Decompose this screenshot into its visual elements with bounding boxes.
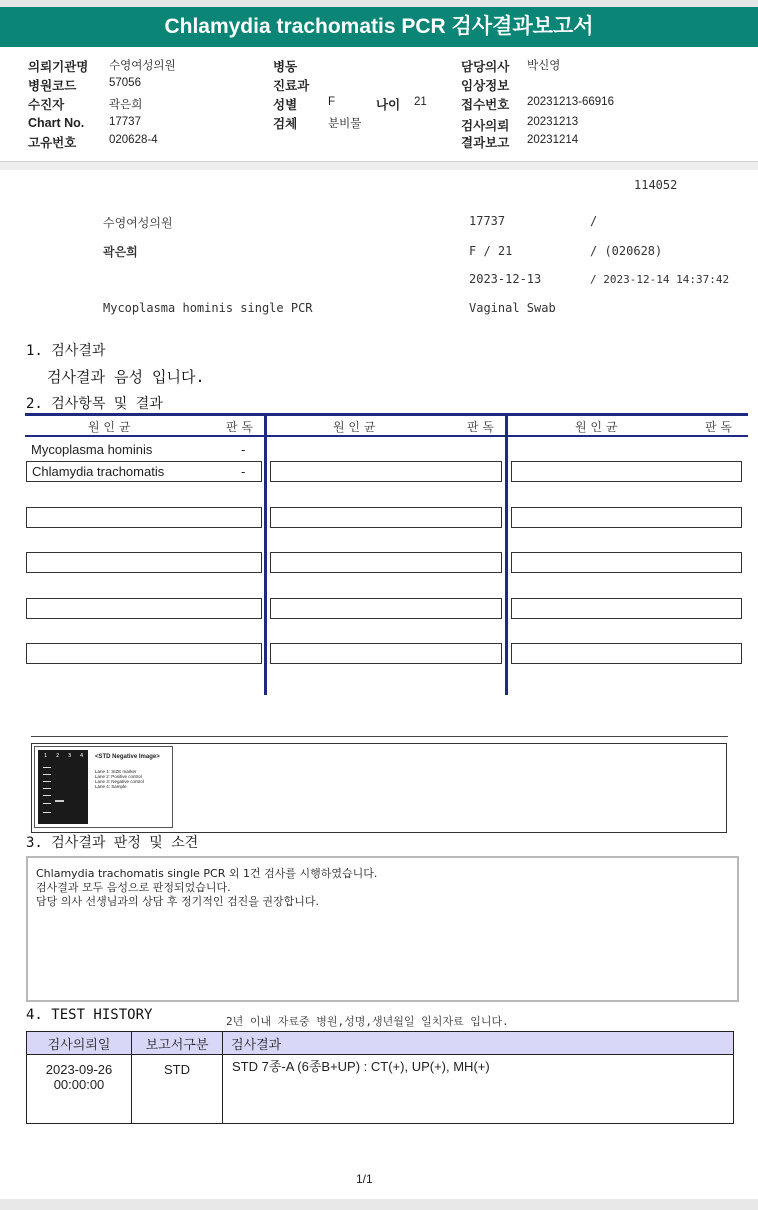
patient-value: 곽은희 [109,99,143,111]
history-type: STD [132,1055,223,1124]
info-date: 2023-12-13 [469,272,542,286]
ward-label: 병동 [273,60,298,74]
specimen-value: 분비물 [328,118,362,130]
bottom-margin [0,1199,758,1210]
col1-judgement-header: 판 독 [226,420,253,434]
info-report-time: / 2023-12-14 14:37:42 [590,273,730,286]
info-patient: 곽은희 [103,245,138,259]
gel-lane-label: 4 [80,753,84,759]
info-hospital: 수영여성의원 [103,216,173,230]
history-col-result: 검사결과 [223,1032,734,1055]
history-col-date: 검사의뢰일 [27,1032,132,1055]
gel-legend: Lane 2: Positive control [95,774,142,779]
report-value: 20231214 [527,134,579,146]
section1-text: 검사결과 음성 입니다. [47,368,205,386]
age-label: 나이 [376,98,401,112]
dept-label: 진료과 [273,79,310,93]
hospital-label: 의뢰기관명 [28,60,89,74]
table-col-divider-2 [505,416,508,695]
unique-value: 020628-4 [109,134,158,146]
pathogen-name: Mycoplasma hominis [31,442,153,457]
report-label: 결과보고 [461,136,510,150]
gel-electrophoresis [38,750,88,824]
doctor-label: 담당의사 [461,60,510,74]
section4-heading: 4. TEST HISTORY [26,1007,153,1023]
report-number: 114052 [634,178,678,192]
info-sex-age: F / 21 [469,244,513,258]
findings-line: 검사결과 모두 음성으로 판정되었습니다. [36,881,231,894]
page-number: 1/1 [356,1172,373,1186]
request-label: 검사의뢰 [461,119,510,133]
age-value: 21 [414,96,427,108]
table-top-rule [25,413,748,416]
empty-cell [270,507,502,528]
col2-pathogen-header: 원 인 균 [333,420,376,434]
info-birth: / (020628) [590,244,663,258]
findings-box [26,856,739,1002]
col1-pathogen-header: 원 인 균 [88,420,131,434]
history-note: 2년 이내 자료중 병원,성명,생년월일 일치자료 입니다. [226,1015,509,1028]
empty-cell [270,461,502,482]
empty-cell [511,461,742,482]
empty-cell [511,643,742,664]
info-sample: Vaginal Swab [469,301,556,315]
empty-cell [26,643,262,664]
col2-judgement-header: 판 독 [467,420,494,434]
gel-legend: Lane 3: Negative control [95,779,144,784]
gel-legend: Lane 4: Sample [95,784,127,789]
result-row [26,461,262,482]
chart-label: Chart No. [28,116,85,130]
info-test: Mycoplasma hominis single PCR [103,301,313,315]
history-date-cell [27,1055,132,1124]
history-row [27,1055,734,1124]
sex-label: 성별 [273,98,298,112]
pathogen-result: - [241,464,246,479]
info-chart: 17737 [469,214,506,228]
gel-title: <STD Negative Image> [95,754,160,760]
specimen-label: 검체 [273,117,298,131]
section1-heading: 1. 검사결과 [26,343,106,359]
empty-cell [270,552,502,573]
code-value: 57056 [109,77,141,89]
findings-line: Chlamydia trachomatis single PCR 외 1건 검사를 시행하였습니다. [36,867,378,880]
sex-value: F [328,96,336,108]
section3-heading: 3. 검사결과 판정 및 소견 [26,835,199,851]
info-slash: / [590,214,598,228]
empty-cell [511,507,742,528]
history-table [26,1031,734,1124]
gel-legend: Lane 1: SIZE marker [95,769,137,774]
empty-cell [26,552,262,573]
report-title: Chlamydia trachomatis PCR 검사결과보고서 [0,7,758,47]
gel-lane-label: 2 [56,753,60,759]
history-col-type: 보고서구분 [132,1032,223,1055]
header-divider [0,161,758,170]
request-value: 20231213 [527,116,579,128]
empty-cell [26,598,262,619]
chart-value: 17737 [109,116,141,128]
table-header-rule [25,435,748,437]
empty-cell [511,598,742,619]
empty-cell [270,598,502,619]
empty-cell [26,507,262,528]
history-date: 2023-09-26 [45,1062,113,1077]
receipt-value: 20231213-66916 [527,96,614,108]
gel-lane-label: 1 [44,753,48,759]
section2-heading: 2. 검사항목 및 결과 [26,396,163,412]
gel-top-rule [31,736,728,737]
findings-line: 담당 의사 선생님과의 상담 후 정기적인 검진을 권장합니다. [36,895,319,908]
hospital-value: 수영여성의원 [109,60,176,72]
col3-judgement-header: 판 독 [705,420,732,434]
empty-cell [511,552,742,573]
history-result: STD 7종-A (6종B+UP) : CT(+), UP(+), MH(+) [223,1055,734,1124]
col3-pathogen-header: 원 인 균 [575,420,618,434]
receipt-label: 접수번호 [461,98,510,112]
gel-lane-label: 3 [68,753,72,759]
table-col-divider-1 [264,416,267,695]
clinical-label: 임상정보 [461,79,510,93]
pathogen-result: - [241,442,246,457]
code-label: 병원코드 [28,79,77,93]
history-time: 00:00:00 [53,1077,105,1092]
empty-cell [270,643,502,664]
gel-image [34,746,173,828]
unique-label: 고유번호 [28,136,77,150]
doctor-value: 박신영 [527,60,561,72]
pathogen-name: Chlamydia trachomatis [32,464,165,479]
patient-label: 수진자 [28,98,65,112]
top-margin [0,0,758,7]
